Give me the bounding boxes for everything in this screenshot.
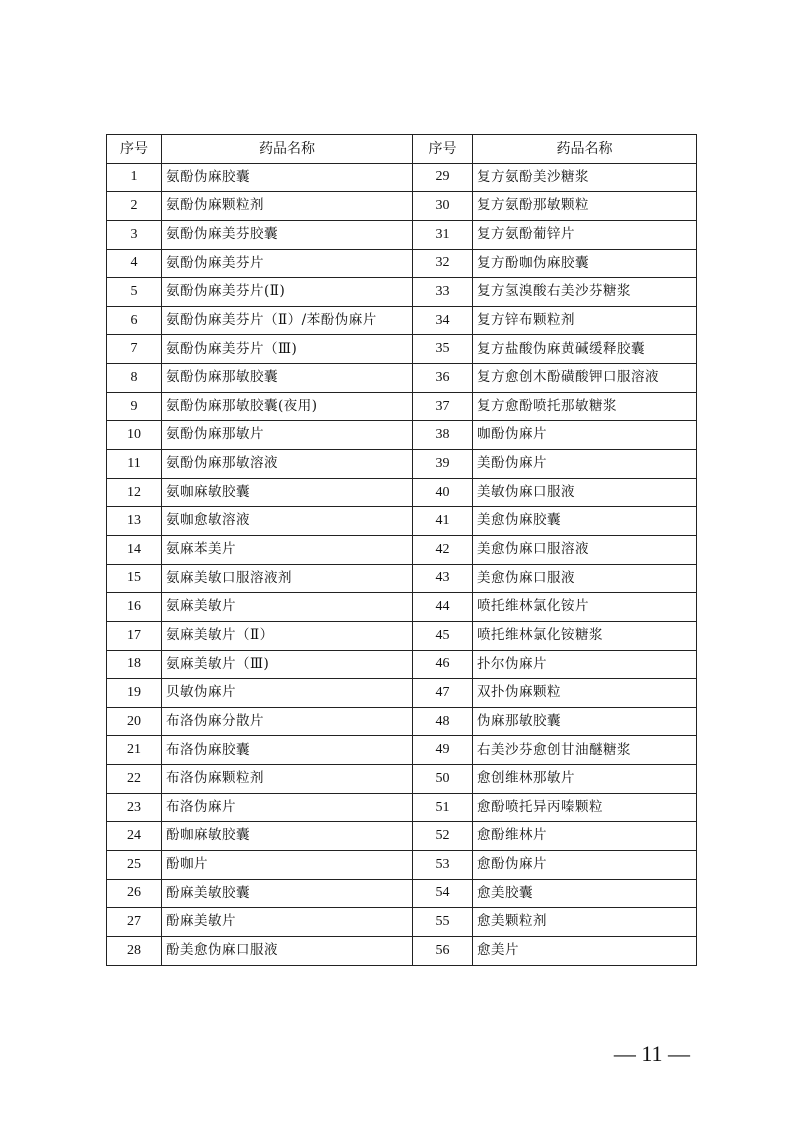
cell-drug-name-right: 右美沙芬愈创甘油醚糖浆 <box>473 736 697 765</box>
table-row <box>107 621 697 650</box>
cell-serial-left: 2 <box>107 192 162 221</box>
cell-drug-name-right: 愈酚伪麻片 <box>473 851 697 880</box>
cell-serial-right: 54 <box>413 879 473 908</box>
cell-drug-name-left: 酚咖麻敏胶囊 <box>162 822 413 851</box>
table-row <box>107 650 697 679</box>
cell-drug-name-right: 复方氢溴酸右美沙芬糖浆 <box>473 278 697 307</box>
table-row <box>107 564 697 593</box>
table-row <box>107 335 697 364</box>
cell-drug-name-right: 喷托维林氯化铵片 <box>473 593 697 622</box>
drug-list-table <box>106 134 697 966</box>
cell-serial-left: 5 <box>107 278 162 307</box>
cell-drug-name-right: 扑尔伪麻片 <box>473 650 697 679</box>
cell-serial-left: 19 <box>107 679 162 708</box>
table-row <box>107 249 697 278</box>
table-row <box>107 707 697 736</box>
cell-drug-name-left: 酚美愈伪麻口服液 <box>162 936 413 965</box>
table-row <box>107 450 697 479</box>
cell-serial-right: 51 <box>413 793 473 822</box>
table-row <box>107 278 697 307</box>
cell-drug-name-left: 氨麻美敏片 <box>162 593 413 622</box>
cell-serial-right: 30 <box>413 192 473 221</box>
header-drug-name-left: 药品名称 <box>162 135 413 164</box>
cell-drug-name-left: 氨酚伪麻美芬片（Ⅱ）/苯酚伪麻片 <box>162 306 413 335</box>
cell-serial-right: 55 <box>413 908 473 937</box>
cell-drug-name-left: 酚麻美敏胶囊 <box>162 879 413 908</box>
cell-drug-name-right: 愈美胶囊 <box>473 879 697 908</box>
cell-serial-left: 7 <box>107 335 162 364</box>
cell-serial-left: 27 <box>107 908 162 937</box>
cell-drug-name-right: 复方锌布颗粒剂 <box>473 306 697 335</box>
cell-drug-name-left: 布洛伪麻片 <box>162 793 413 822</box>
cell-drug-name-left: 氨酚伪麻美芬片 <box>162 249 413 278</box>
cell-serial-right: 47 <box>413 679 473 708</box>
cell-drug-name-right: 美酚伪麻片 <box>473 450 697 479</box>
table-row <box>107 908 697 937</box>
table-row <box>107 822 697 851</box>
cell-serial-right: 43 <box>413 564 473 593</box>
cell-serial-right: 34 <box>413 306 473 335</box>
cell-drug-name-right: 愈美颗粒剂 <box>473 908 697 937</box>
cell-serial-left: 9 <box>107 392 162 421</box>
cell-drug-name-left: 布洛伪麻颗粒剂 <box>162 765 413 794</box>
cell-drug-name-right: 复方愈酚喷托那敏糖浆 <box>473 392 697 421</box>
cell-drug-name-left: 酚咖片 <box>162 851 413 880</box>
table-row <box>107 392 697 421</box>
cell-drug-name-left: 布洛伪麻分散片 <box>162 707 413 736</box>
cell-drug-name-right: 美愈伪麻口服溶液 <box>473 535 697 564</box>
table-row <box>107 220 697 249</box>
cell-serial-left: 3 <box>107 220 162 249</box>
cell-serial-left: 23 <box>107 793 162 822</box>
cell-serial-right: 31 <box>413 220 473 249</box>
cell-serial-right: 42 <box>413 535 473 564</box>
cell-serial-right: 29 <box>413 163 473 192</box>
cell-drug-name-right: 复方盐酸伪麻黄碱缓释胶囊 <box>473 335 697 364</box>
cell-drug-name-right: 喷托维林氯化铵糖浆 <box>473 621 697 650</box>
cell-serial-right: 40 <box>413 478 473 507</box>
cell-drug-name-left: 氨酚伪麻那敏片 <box>162 421 413 450</box>
table-row <box>107 851 697 880</box>
cell-serial-right: 33 <box>413 278 473 307</box>
cell-serial-left: 1 <box>107 163 162 192</box>
cell-drug-name-right: 复方氨酚那敏颗粒 <box>473 192 697 221</box>
cell-drug-name-left: 氨麻美敏口服溶液剂 <box>162 564 413 593</box>
table-row <box>107 163 697 192</box>
cell-serial-left: 25 <box>107 851 162 880</box>
cell-serial-right: 56 <box>413 936 473 965</box>
cell-drug-name-left: 氨酚伪麻美芬片（Ⅲ) <box>162 335 413 364</box>
header-serial-left: 序号 <box>107 135 162 164</box>
cell-drug-name-left: 氨麻苯美片 <box>162 535 413 564</box>
cell-serial-left: 15 <box>107 564 162 593</box>
cell-serial-left: 28 <box>107 936 162 965</box>
page-number: — 11 — <box>613 1041 690 1066</box>
cell-drug-name-right: 复方氨酚葡锌片 <box>473 220 697 249</box>
header-serial-right: 序号 <box>413 135 473 164</box>
cell-drug-name-left: 氨麻美敏片（Ⅲ) <box>162 650 413 679</box>
table-row <box>107 593 697 622</box>
cell-serial-right: 52 <box>413 822 473 851</box>
table-row <box>107 192 697 221</box>
table-row <box>107 879 697 908</box>
cell-drug-name-left: 氨酚伪麻胶囊 <box>162 163 413 192</box>
table-row <box>107 421 697 450</box>
table-row <box>107 535 697 564</box>
cell-serial-right: 37 <box>413 392 473 421</box>
table-row <box>107 507 697 536</box>
cell-serial-left: 4 <box>107 249 162 278</box>
cell-serial-right: 44 <box>413 593 473 622</box>
cell-serial-right: 35 <box>413 335 473 364</box>
cell-drug-name-left: 氨酚伪麻美芬胶囊 <box>162 220 413 249</box>
table-body <box>107 163 697 965</box>
table-row <box>107 306 697 335</box>
cell-serial-left: 20 <box>107 707 162 736</box>
cell-drug-name-left: 氨咖麻敏胶囊 <box>162 478 413 507</box>
cell-drug-name-left: 氨麻美敏片（Ⅱ） <box>162 621 413 650</box>
cell-drug-name-left: 氨咖愈敏溶液 <box>162 507 413 536</box>
table-row <box>107 793 697 822</box>
cell-serial-left: 21 <box>107 736 162 765</box>
cell-drug-name-left: 酚麻美敏片 <box>162 908 413 937</box>
cell-serial-right: 32 <box>413 249 473 278</box>
cell-serial-left: 17 <box>107 621 162 650</box>
table-row <box>107 765 697 794</box>
cell-serial-left: 13 <box>107 507 162 536</box>
cell-serial-right: 46 <box>413 650 473 679</box>
cell-serial-left: 11 <box>107 450 162 479</box>
cell-serial-right: 50 <box>413 765 473 794</box>
cell-serial-right: 41 <box>413 507 473 536</box>
cell-serial-right: 38 <box>413 421 473 450</box>
cell-drug-name-left: 氨酚伪麻颗粒剂 <box>162 192 413 221</box>
cell-serial-right: 36 <box>413 364 473 393</box>
cell-drug-name-right: 美敏伪麻口服液 <box>473 478 697 507</box>
cell-drug-name-right: 复方酚咖伪麻胶囊 <box>473 249 697 278</box>
cell-drug-name-right: 愈酚维林片 <box>473 822 697 851</box>
cell-drug-name-left: 氨酚伪麻那敏溶液 <box>162 450 413 479</box>
table-row <box>107 364 697 393</box>
cell-drug-name-right: 愈酚喷托异丙嗪颗粒 <box>473 793 697 822</box>
table-row <box>107 936 697 965</box>
cell-serial-left: 6 <box>107 306 162 335</box>
cell-drug-name-right: 双扑伪麻颗粒 <box>473 679 697 708</box>
cell-drug-name-right: 咖酚伪麻片 <box>473 421 697 450</box>
cell-drug-name-left: 氨酚伪麻那敏胶囊(夜用) <box>162 392 413 421</box>
header-drug-name-right: 药品名称 <box>473 135 697 164</box>
table-header-row <box>107 135 697 164</box>
cell-drug-name-right: 复方愈创木酚磺酸钾口服溶液 <box>473 364 697 393</box>
cell-serial-left: 22 <box>107 765 162 794</box>
cell-serial-left: 8 <box>107 364 162 393</box>
cell-serial-left: 24 <box>107 822 162 851</box>
cell-serial-right: 48 <box>413 707 473 736</box>
cell-serial-left: 12 <box>107 478 162 507</box>
cell-drug-name-left: 贝敏伪麻片 <box>162 679 413 708</box>
cell-serial-left: 26 <box>107 879 162 908</box>
cell-drug-name-left: 氨酚伪麻那敏胶囊 <box>162 364 413 393</box>
cell-drug-name-right: 美愈伪麻口服液 <box>473 564 697 593</box>
table-row <box>107 736 697 765</box>
cell-drug-name-left: 布洛伪麻胶囊 <box>162 736 413 765</box>
cell-drug-name-left: 氨酚伪麻美芬片(Ⅱ) <box>162 278 413 307</box>
cell-serial-left: 14 <box>107 535 162 564</box>
cell-serial-right: 53 <box>413 851 473 880</box>
cell-serial-right: 39 <box>413 450 473 479</box>
cell-drug-name-right: 伪麻那敏胶囊 <box>473 707 697 736</box>
cell-drug-name-right: 复方氨酚美沙糖浆 <box>473 163 697 192</box>
cell-drug-name-right: 愈创维林那敏片 <box>473 765 697 794</box>
cell-serial-left: 10 <box>107 421 162 450</box>
table-row <box>107 679 697 708</box>
cell-serial-right: 49 <box>413 736 473 765</box>
cell-drug-name-right: 美愈伪麻胶囊 <box>473 507 697 536</box>
cell-serial-left: 16 <box>107 593 162 622</box>
cell-drug-name-right: 愈美片 <box>473 936 697 965</box>
table-row <box>107 478 697 507</box>
cell-serial-left: 18 <box>107 650 162 679</box>
cell-serial-right: 45 <box>413 621 473 650</box>
